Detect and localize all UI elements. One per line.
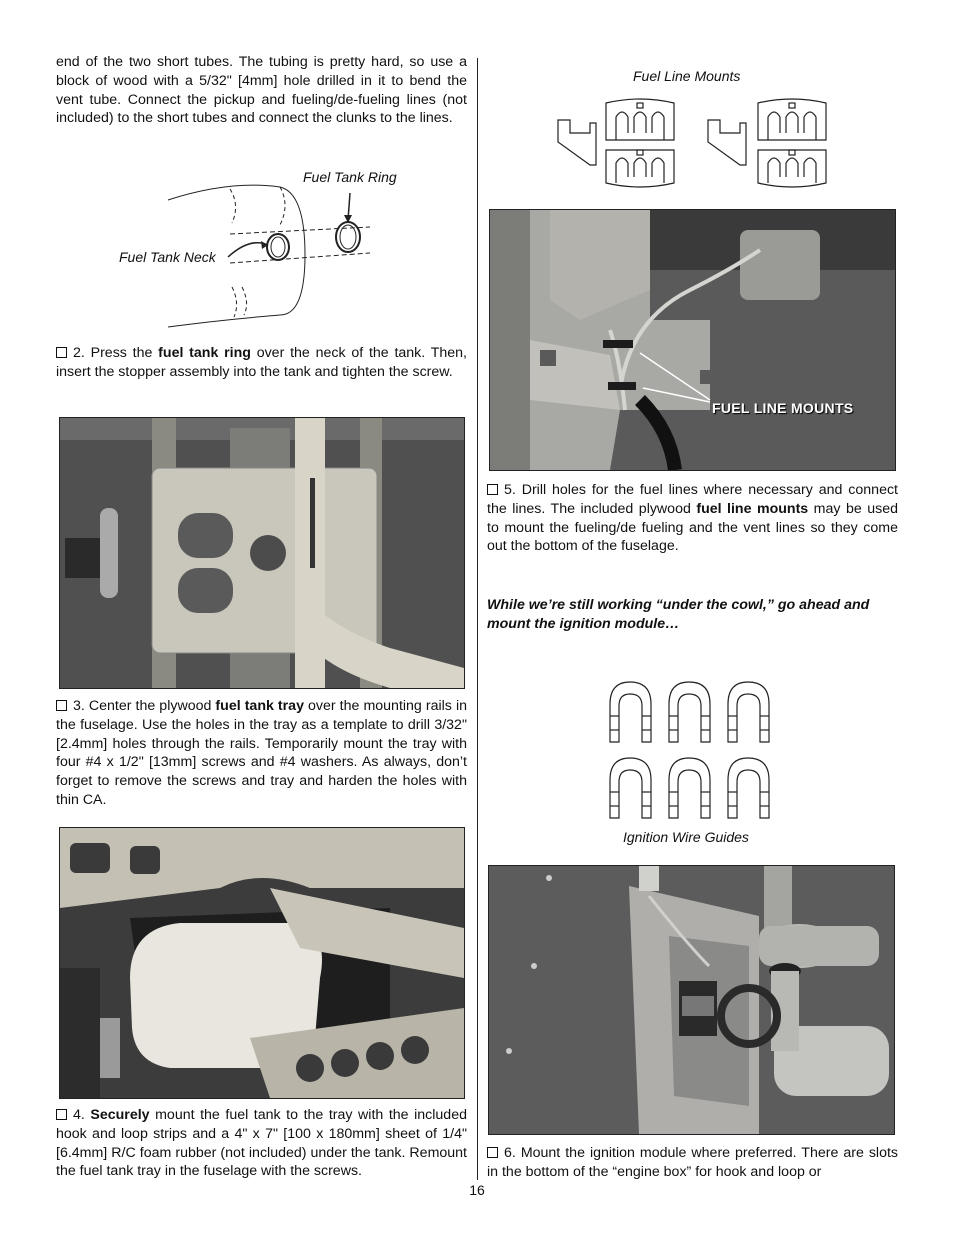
intro-paragraph: end of the two short tubes. The tubing is pretty hard, so use a block of wood with a 5/32" [4mm] hole drilled in it to bend the vent tube. Connect the pickup and fueling/de-fueling lines (not included) to the short tubes and connect the clunks to the lines.: [56, 54, 467, 127]
checkbox-icon[interactable]: [487, 1147, 498, 1158]
column-divider: [477, 58, 478, 1180]
ignition-callout: While we’re still working “under the cowl,” go ahead and mount the ignition module…: [487, 597, 870, 632]
checkbox-icon[interactable]: [487, 484, 498, 495]
fuel-tank-mounted-photo: [59, 827, 465, 1099]
step-6-paragraph: 6. Mount the ignition module where preferred. There are slots in the bottom of the “engine box” for hook and loop or: [487, 1145, 898, 1180]
checkbox-icon[interactable]: [56, 1109, 67, 1120]
checkbox-icon[interactable]: [56, 347, 67, 358]
checkbox-icon[interactable]: [56, 700, 67, 711]
fuel-tank-neck-label: Fuel Tank Neck: [119, 249, 216, 265]
step-3-paragraph: 3. Center the plywood fuel tank tray over the mounting rails in the fuselage. Use the holes in the tray as a template to drill 3/32" [2.4mm] holes through the rails. Temporarily mount the tray with four #4 x 1/2" [13mm] screws and #4 washers. As always, don’t forget to remove the screws and tray and harden the holes with thin CA.: [56, 698, 467, 808]
step-4-paragraph: 4. Securely mount the fuel tank to the tray with the included hook and loop strips and a 4" x 7" [100 x 180mm] sheet of 1/4" [6.4mm] R/C foam rubber (not included) under the tank. Remount the fuel tank tray in the fuselage with the screws.: [56, 1107, 467, 1180]
fuel-tank-ring-diagram: [110, 165, 430, 335]
fuel-line-mounts-diagram: [550, 95, 840, 195]
fuel-line-mounts-photo: [489, 209, 896, 471]
ignition-wire-guides-caption: Ignition Wire Guides: [623, 829, 749, 845]
step-2-paragraph: 2. Press the fuel tank ring over the neck of the tank. Then, insert the stopper assembly into the tank and tighten the screw.: [56, 345, 468, 380]
ignition-module-photo: [488, 865, 895, 1135]
fuel-line-mounts-caption: Fuel Line Mounts: [633, 68, 741, 84]
fuel-tank-ring-label: Fuel Tank Ring: [303, 169, 397, 185]
fuel-tank-tray-photo: [59, 417, 465, 689]
fuel-line-mounts-photo-label: FUEL LINE MOUNTS: [712, 400, 854, 416]
ignition-wire-guides-diagram: [605, 680, 780, 820]
step-5-paragraph: 5. Drill holes for the fuel lines where necessary and connect the lines. The included plywood fuel line mounts may be used to mount the fueling/de fueling and the vent lines so they come out the bottom of the fuselage.: [487, 482, 898, 555]
page-number: 16: [469, 1182, 485, 1198]
